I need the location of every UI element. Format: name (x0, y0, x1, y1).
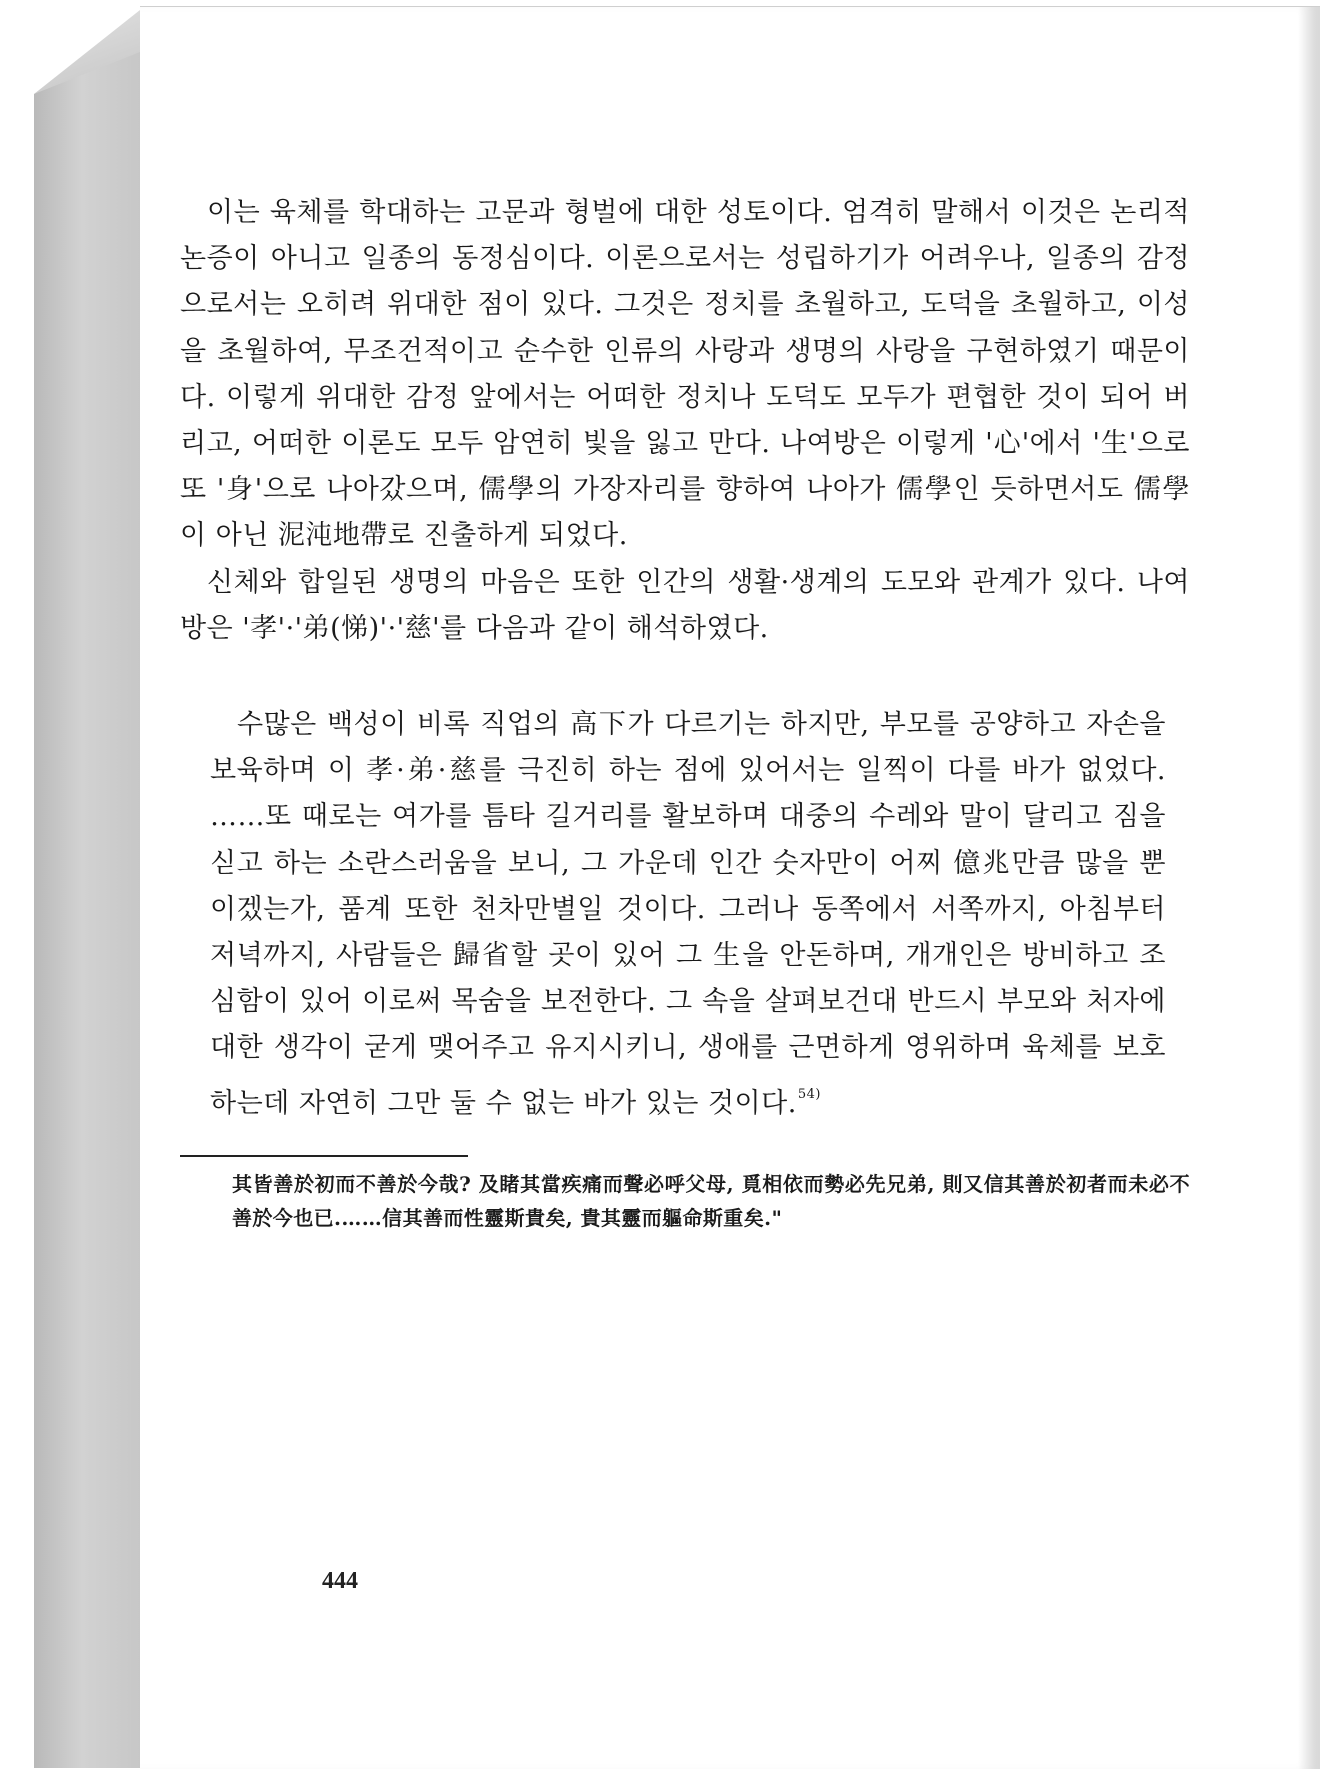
page-content (180, 190, 1190, 1235)
footnote-text: 其皆善於初而不善於今哉? 及睹其當疾痛而聲必呼父母, 覓相依而勢必先兄弟, 則又信其善於初者而未必不善於今也已.……信其善而性靈斯貴矣, 貴其靈而軀命斯重矣." (232, 1171, 1190, 1230)
block-quote-text: 수많은 백성이 비록 직업의 高下가 다르기는 하지만, 부모를 공양하고 자손을 보육하며 이 孝·弟·慈를 극진히 하는 점에 있어서는 일찍이 다를 바가 없었다. ……또 때로는 여가를 틈타 길거리를 활보하며 대중의 수레와 말이 달리고 짐을 싣고 하는 소란스러움을 보니, 그 가운데 인간 숫자만이 어찌 億兆만큼 많을 뿐이겠는가, 품계 또한 천차만별일 것이다. 그러나 동쪽에서 서쪽까지, 아침부터 저녁까지, 사람들은 歸省할 곳이 있어 그 生을 안돈하며, 개개인은 방비하고 조심함이 있어 이로써 목숨을 보전한다. 그 속을 살펴보건대 반드시 부모와 처자에 대한 생각이 굳게 맺어주고 유지시키니, 생애를 근면하게 영위하며 육체를 보호하는데 자연히 그만 둘 수 없는 바가 있는 것이다. (210, 709, 1166, 1119)
page-number: 444 (322, 1568, 358, 1594)
book-spine (34, 52, 140, 1768)
body-paragraph-2: 신체와 합일된 생명의 마음은 또한 인간의 생활·생계의 도모와 관계가 있다. 나여방은 '孝'·'弟(悌)'·'慈'를 다음과 같이 해석하였다. (180, 566, 1190, 644)
footnote-reference: 54) (797, 1086, 821, 1102)
body-paragraph-1: 이는 육체를 학대하는 고문과 형벌에 대한 성토이다. 엄격히 말해서 이것은 논리적 논증이 아니고 일종의 동정심이다. 이론으로서는 성립하기가 어려우나, 일종의 감정으로서는 오히려 위대한 점이 있다. 그것은 정치를 초월하고, 도덕을 초월하고, 이성을 초월하여, 무조건적이고 순수한 인류의 사랑과 생명의 사랑을 구현하였기 때문이다. 이렇게 위대한 감정 앞에서는 어떠한 정치나 도덕도 모두가 편협한 것이 되어 버리고, 어떠한 이론도 모두 암연히 빛을 잃고 만다. 나여방은 이렇게 '心'에서 '生'으로 또 '身'으로 나아갔으며, 儒學의 가장자리를 향하여 나아가 儒學인 듯하면서도 儒學이 아닌 泥沌地帶로 진출하게 되었다. (180, 197, 1190, 552)
page-edge-shadow (1298, 7, 1320, 1769)
block-quote (210, 702, 1166, 1127)
footnote-divider (180, 1155, 468, 1157)
